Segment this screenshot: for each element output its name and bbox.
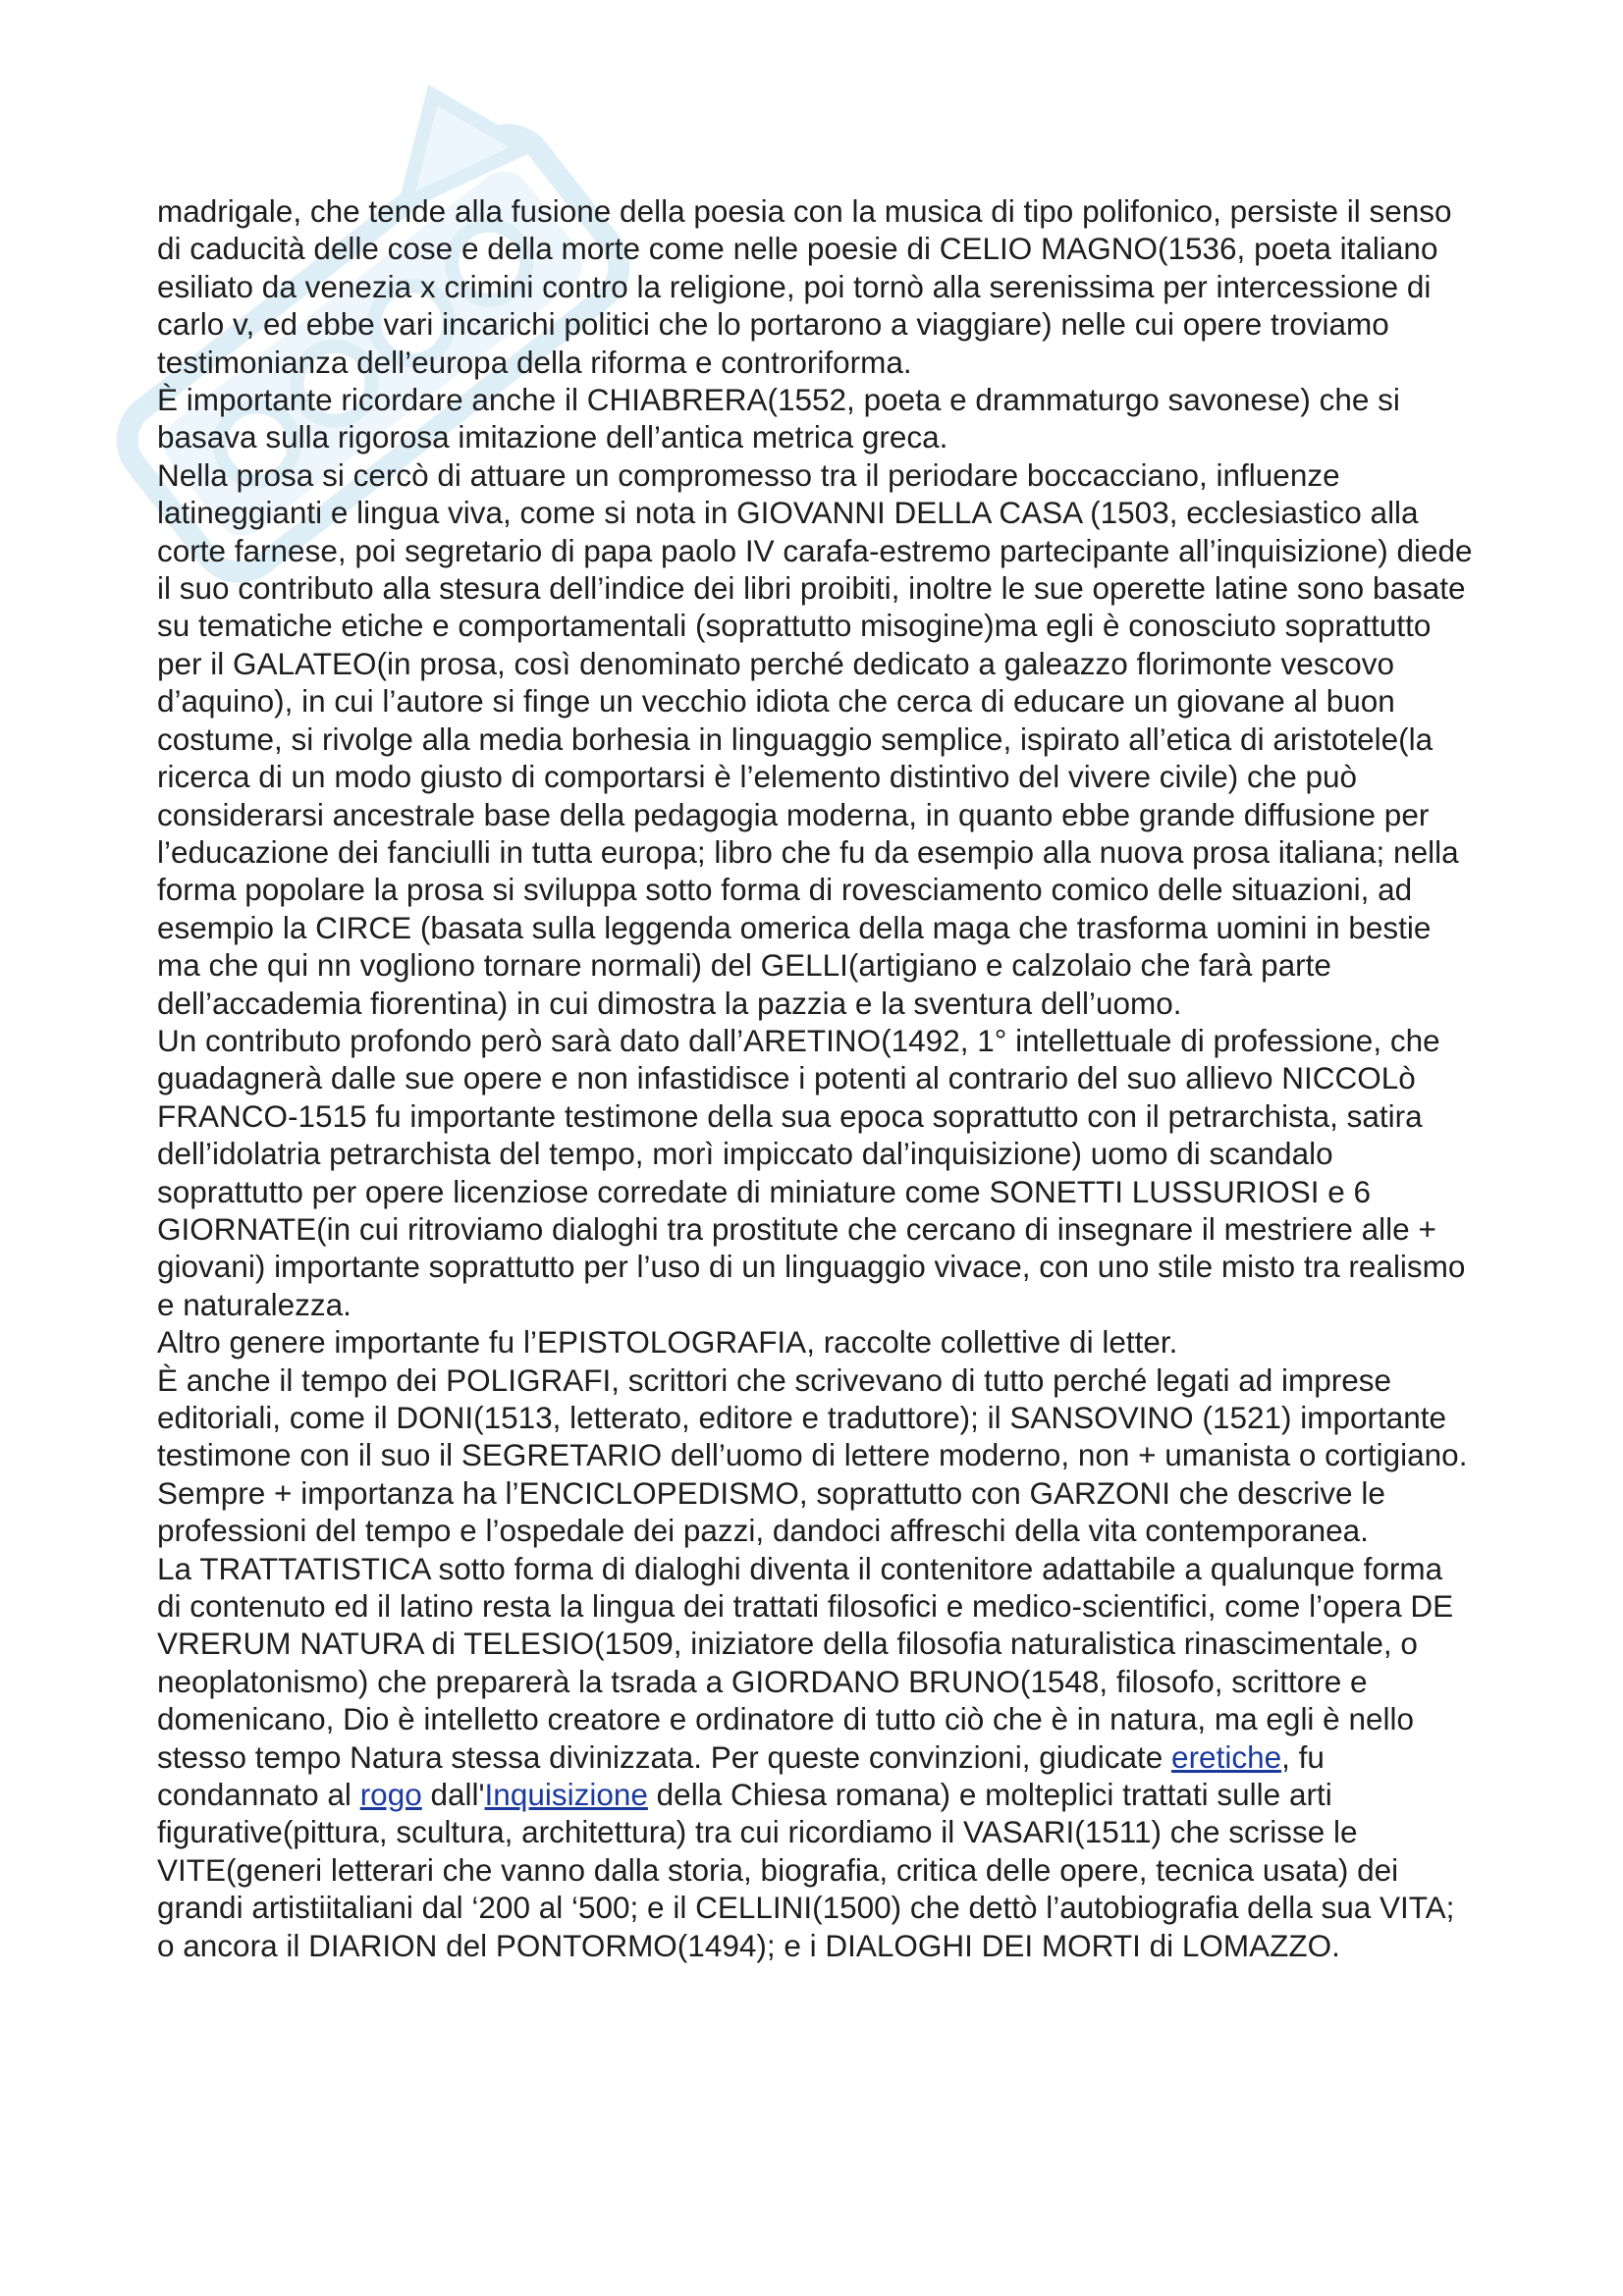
paragraph-della-casa: Nella prosa si cercò di attuare un compromesso tra il periodare boccacciano, influenze latineggianti e lingua viva, come si nota in GIOVANNI DELLA CASA (1503, ecclesiastico alla corte farnese, poi segretario di papa paolo IV carafa-estremo partecipante all’inquisizione) diede il suo contributo alla stesura dell’indice dei libri proibiti, inoltre le sue operette latine sono basate su tematiche etiche e comportamentali (soprattutto misogine)ma egli è conosciuto soprattutto per il GALATEO(in prosa, così denominato perché dedicato a galeazzo florimonte vescovo d’aquino), in cui l’autore si finge un vecchio idiota che cerca di educare un giovane al buon costume, si rivolge alla media borhesia in linguaggio semplice, ispirato all’etica di aristotele(la ricerca di un modo giusto di comportarsi è l’elemento distintivo del vivere civile) che può considerarsi ancestrale base della pedagogia moderna, in quanto ebbe grande diffusione per l’educazione dei fanciulli in tutta europa; libro che fu da esempio alla nuova prosa italiana; nella forma popolare la prosa si sviluppa sotto forma di rovesciamento comico delle situazioni, ad esempio la CIRCE (basata sulla leggenda omerica della maga che trasforma uomini in bestie ma che qui nn vogliono tornare normali) del GELLI(artigiano e calzolaio che farà parte dell’accademia fiorentina) in cui dimostra la pazzia e la sventura dell’uomo.: [157, 456, 1473, 1021]
trattatistica-text-part-1: La TRATTATISTICA sotto forma di dialoghi diventa il contenitore adattabile a qualunque forma di contenuto ed il latino resta la lingua dei trattati filosofici e medico-scientifici, come l’opera DE VRERUM NATURA di TELESIO(1509, iniziatore della filosofia naturalistica rinascimentale, o neoplatonismo) che preparerà la tsrada a GIORDANO BRUNO(1548, filosofo, scrittore e domenicano, Dio è intelletto creatore e ordinatore di tutto ciò che è in natura, ma egli è nello stesso tempo Natura stessa divinizzata. Per queste convinzioni, giudicate: [157, 1550, 1454, 1775]
paragraph-aretino: Un contributo profondo però sarà dato dall’ARETINO(1492, 1° intellettuale di professione, che guadagnerà dalle sue opere e non infastidisce i potenti al contrario del suo allievo NICCOLò FRANCO-1515 fu importante testimone della sua epoca soprattutto con il petrarchista, satira dell’idolatria petrarchista del tempo, morì impiccato dal’inquisizione) uomo di scandalo soprattutto per opere licenziose corredate di miniature come SONETTI LUSSURIOSI e 6 GIORNATE(in cui ritroviamo dialoghi tra prostitute che cercano di insegnare il mestriere alle + giovani) importante soprattutto per l’uso di un linguaggio vivace, con uno stile misto tra realismo e naturalezza.: [157, 1022, 1466, 1322]
link-inquisizione[interactable]: Inquisizione: [484, 1777, 648, 1813]
paragraph-chiabrera: È importante ricordare anche il CHIABRERA(1552, poeta e drammaturgo savonese) che si basava sulla rigorosa imitazione dell’antica metrica greca.: [157, 382, 1400, 455]
paragraph-poligrafi: È anche il tempo dei POLIGRAFI, scrittori che scrivevano di tutto perché legati ad imprese editoriali, come il DONI(1513, letterato, editore e traduttore); il SANSOVINO (1521) importante testimone con il suo il SEGRETARIO dell’uomo di lettere moderno, non + umanista o cortigiano.: [157, 1362, 1468, 1473]
trattatistica-text-part-3: dall': [421, 1777, 485, 1813]
paragraph-epistolografia: Altro genere importante fu l’EPISTOLOGRAFIA, raccolte collettive di letter.: [157, 1324, 1178, 1361]
paragraph-enciclopedismo: Sempre + importanza ha l’ENCICLOPEDISMO, soprattutto con GARZONI che descrive le professioni del tempo e l’ospedale dei pazzi, dandoci affreschi della vita contemporanea.: [157, 1474, 1385, 1549]
link-eretiche[interactable]: eretiche: [1171, 1738, 1282, 1775]
document-body: [157, 192, 1473, 1964]
paragraph-celio-magno: madrigale, che tende alla fusione della poesia con la musica di tipo polifonico, persiste il senso di caducità delle cose e della morte come nelle poesie di CELIO MAGNO(1536, poeta italiano esiliato da venezia x crimini contro la religione, poi tornò alla serenissima per intercessione di carlo v, ed ebbe vari incarichi politici che lo portarono a viaggiare) nelle cui opere troviamo testimonianza dell’europa della riforma e controriforma.: [157, 193, 1452, 380]
trattatistica-text-part-4: della Chiesa romana) e molteplici trattati sulle arti figurative(pittura, scultura, architettura) tra cui ricordiamo il VASARI(1511) che scrisse le VITE(generi letterari che vanno dalla storia, biografia, critica delle opere, tecnica usata) dei grandi artistiitaliani dal ‘200 al ‘500; e il CELLINI(1500) che dettò l’autobiografia della sua VITA; o ancora il DIARION del PONTORMO(1494); e i DIALOGHI DEI MORTI di LOMAZZO.: [157, 1777, 1455, 1963]
trattatistica-text-part-2: , fu condannato al: [157, 1738, 1325, 1813]
paragraph-trattatistica: [157, 1550, 1473, 1964]
link-rogo[interactable]: rogo: [359, 1777, 422, 1813]
